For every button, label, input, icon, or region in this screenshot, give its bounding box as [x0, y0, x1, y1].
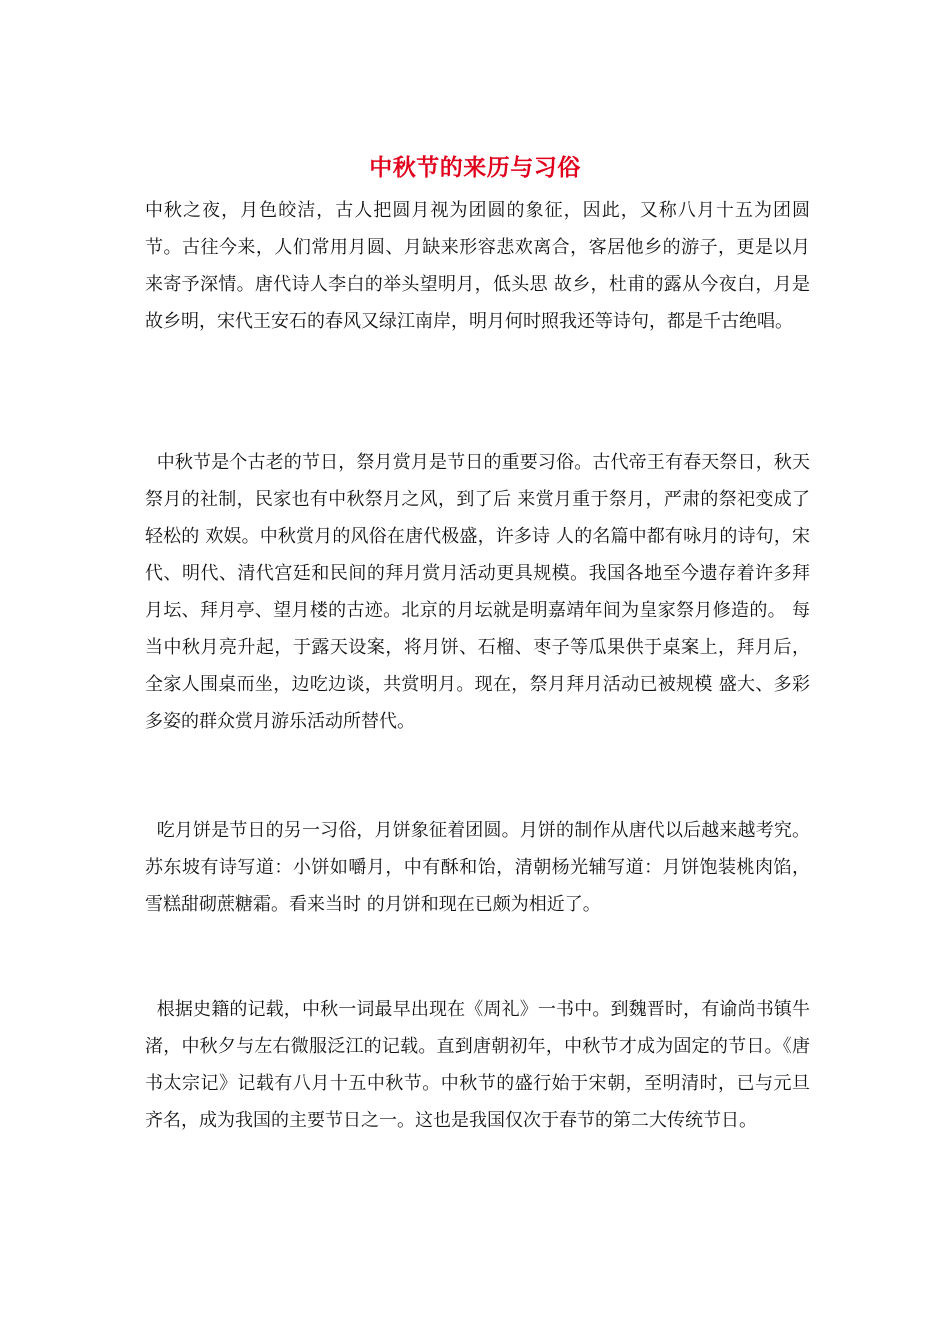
paragraph-historical-records: 根据史籍的记载，中秋一词最早出现在《周礼》一书中。到魏晋时，有谕尚书镇牛渚，中秋夕与左右微服泛江的记载。直到唐朝初年，中秋节才成为固定的节日。《唐书太宗记》记载有八月十五中秋节。中秋节的盛行始于宋朝，至明清时，已与元旦齐名，成为我国的主要节日之一。这也是我国仅次于春节的第二大传统节日。 — [145, 999, 810, 1131]
paragraph-mooncake-custom: 吃月饼是节日的另一习俗，月饼象征着团圆。月饼的制作从唐代以后越来越考究。苏东坡有诗写道：小饼如嚼月，中有酥和饴，清朝杨光辅写道：月饼饱装桃肉馅，雪糕甜砌蔗糖霜。看来当时 的月饼和现在已颇为相近了。 — [145, 820, 810, 915]
paragraph-moon-worship-custom: 中秋节是个古老的节日，祭月赏月是节日的重要习俗。古代帝王有春天祭日，秋天祭月的社制，民家也有中秋祭月之风，到了后 来赏月重于祭月，严肃的祭祀变成了轻松的 欢娱。中秋赏月的风俗在唐代极盛，许多诗 人的名篇中都有咏月的诗句，宋代、明代、清代宫廷和民间的拜月赏月活动更具规模。我国各地至今遗存着许多拜月坛、拜月亭、望月楼的古迹。北京的月坛就是明嘉靖年间为皇家祭月修造的。 每当中秋月亮升起，于露天设案，将月饼、石榴、枣子等瓜果供于桌案上，拜月后，全家人围桌而坐，边吃边谈，共赏明月。现在，祭月拜月活动已被规模 盛大、多彩多姿的群众赏月游乐活动所替代。 — [145, 452, 810, 732]
paragraph-origin-mid-autumn-night: 中秋之夜，月色皎洁，古人把圆月视为团圆的象征，因此，又称八月十五为团圆节。古往今来，人们常用月圆、月缺来形容悲欢离合，客居他乡的游子，更是以月来寄予深情。唐代诗人李白的举头望明月，低头思 故乡，杜甫的露从今夜白，月是故乡明，宋代王安石的春风又绿江南岸，明月何时照我还等诗句，都是千古绝唱。 — [145, 200, 810, 332]
document-title: 中秋节的来历与习俗 — [369, 154, 581, 181]
